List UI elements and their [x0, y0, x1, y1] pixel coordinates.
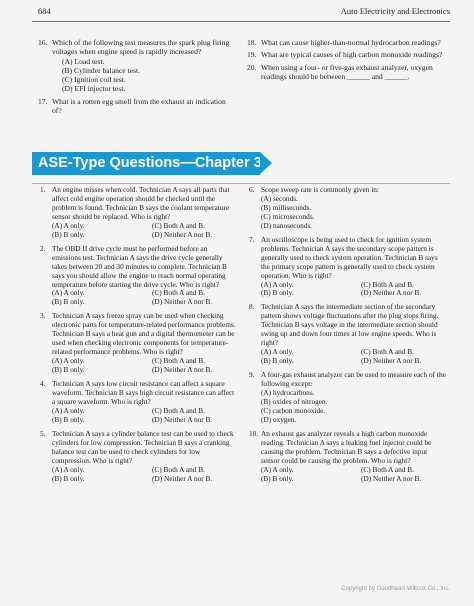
ase-question [40, 380, 236, 425]
question-number: 16. [38, 38, 48, 47]
answer-option: (C) Both A and B. [361, 279, 414, 289]
question-text: An engine misses when cold. Technician A says all parts that affect cold engine operation should be checked until the problem is found. Technician B says the coolant temperature sensor should be replaced. Who is right? [52, 185, 230, 221]
answer-option: (A) A only. [261, 279, 294, 289]
ase-column-left [40, 186, 236, 489]
question-text: Which of the following test measures the spark plug firing voltages when engine speed is rapidly increased? [52, 38, 230, 57]
ase-column-right [249, 186, 447, 489]
question-text: Technician A says a cylinder balance test can be used to check cylinders for low compression. Technician B says a cranking balance test can be used to check cylinders for low compression. Who is right? [52, 428, 234, 465]
answer-option: (C) Both A and B. [361, 464, 414, 474]
question-text: An exhaust gas analyzer reveals a high carbon monoxide reading. Technician A says a leaking fuel injector could be causing the problem. Technician B says a defective input sensor could be causing the problem. Who is right? [261, 428, 432, 465]
answer-option: (B) B only. [261, 288, 294, 298]
page-number: 684 [38, 6, 51, 16]
answer-option: (A) A only. [261, 347, 294, 357]
section-banner [32, 152, 270, 175]
question-number: 18. [247, 38, 257, 47]
review-question [247, 50, 447, 59]
answer-option: (B) Cylinder balance test. [62, 65, 141, 75]
answer-option: (C) Ignition coil test. [62, 75, 126, 85]
answer-option: (C) Both A and B. [361, 347, 414, 357]
answer-option: (C) Both A and B. [152, 405, 205, 415]
answer-option: (D) Neither A nor B. [361, 473, 422, 483]
answer-grid [52, 466, 236, 484]
answer-option: (B) B only. [52, 414, 85, 424]
answer-option: (C) Both A and B. [152, 220, 205, 230]
answer-option: (A) hydrocarbons. [261, 388, 315, 398]
answer-grid [52, 222, 236, 240]
answer-grid [52, 407, 236, 425]
answer-option: (A) A only. [52, 220, 85, 230]
answer-option: (A) A only. [261, 464, 294, 474]
answer-option: (B) oxides of nitrogen. [261, 396, 328, 406]
answer-option: (A) A only. [52, 288, 85, 298]
answer-option: (D) Neither A nor B. [152, 229, 213, 239]
ase-question [40, 312, 236, 375]
question-number: 17. [38, 96, 48, 106]
question-number: 1. [40, 185, 46, 194]
answer-option: (A) A only. [52, 405, 85, 415]
answer-option: (B) B only. [52, 297, 85, 307]
header-rule [32, 21, 450, 22]
question-number: 4. [40, 379, 46, 389]
ase-question [40, 430, 236, 484]
question-number: 19. [247, 50, 257, 60]
banner-rule [32, 183, 450, 184]
answer-option: (C) microseconds. [261, 211, 315, 221]
question-number: 3. [40, 311, 46, 321]
ase-question [40, 186, 236, 240]
book-title: Auto Electricity and Electronics [340, 6, 450, 16]
question-text: Technician A says freeze spray can be used when checking electronic parts for temperature-related performance problems. Technician B says a heat gun and a digital thermometer can be used when checking electronic components for temperature-related performance problems. Who is right? [52, 311, 236, 357]
answer-option: (C) Both A and B. [152, 464, 205, 474]
question-text: A four-gas exhaust analyzer can be used to measure each of the following except: [261, 370, 446, 389]
answer-grid [261, 281, 447, 299]
question-number: 6. [249, 185, 255, 194]
question-text: What can cause higher-than-normal hydrocarbon readings? [261, 38, 441, 47]
answer-option: (D) Neither A nor B. [152, 365, 213, 375]
question-number: 10. [249, 428, 259, 438]
ase-question [249, 186, 447, 231]
question-number: 8. [249, 302, 255, 312]
review-question [38, 38, 234, 94]
answer-grid [52, 289, 236, 307]
review-question [247, 63, 447, 82]
question-number: 9. [249, 370, 255, 380]
answer-option: (A) A only. [52, 464, 85, 474]
question-number: 5. [40, 428, 46, 438]
answer-option: (A) A only. [52, 356, 85, 366]
answer-grid [261, 348, 447, 366]
answer-option: (A) Load test. [62, 56, 105, 66]
answer-option: (D) Neither A nor B. [152, 473, 213, 483]
answer-option: (B) milliseconds. [261, 202, 312, 212]
answer-option: (D) EFI injector test. [62, 84, 126, 94]
answer-option: (B) B only. [52, 473, 85, 483]
question-number: 2. [40, 243, 46, 253]
copyright-notice: Copyright by Goodheart-Willcox Co., Inc. [341, 586, 450, 592]
review-question [38, 97, 234, 116]
answer-option: (D) Neither A nor B. [152, 297, 213, 307]
page-header [38, 6, 450, 20]
question-text: The OBD II drive cycle must be performed before an emissions test. Technician A says the drive cycle generally takes between 20 and 30 minutes to complete. Technician B says you should allow the engine to reach normal operating temperature before starting the drive cycle. Who is right? [52, 243, 227, 289]
answer-option: (D) Neither A nor B. [361, 288, 422, 298]
review-column-right [247, 38, 447, 81]
question-number: 20. [247, 62, 257, 72]
answer-option: (D) oxygen. [261, 414, 297, 424]
answer-option: (C) carbon monoxide. [261, 405, 326, 415]
answer-option: (B) B only. [52, 229, 85, 239]
ase-question [249, 236, 447, 299]
answer-option: (B) B only. [261, 473, 294, 483]
question-text: An oscilloscope is being used to check for ignition system problems. Technician A says the secondary scope pattern is generally used to check system operation. Technician B says the primary scope pattern is generally used to check system operation. Who is right? [261, 234, 438, 280]
question-text: Technician A says the intermediate section of the secondary pattern shows voltage fluctuations after the plug stops firing. Technician B says voltage in the intermediate section should swing up and down four times at low engine speeds. Who is right? [261, 302, 439, 348]
answer-option: (D) nanoseconds. [261, 220, 313, 230]
review-question [247, 38, 447, 47]
review-column-left [38, 38, 234, 115]
answer-option: (D) Neither A nor B. [361, 356, 422, 366]
answer-option: (D) Neither A nor B. [152, 414, 213, 424]
question-text: What are typical causes of high carbon monoxide readings? [261, 50, 443, 60]
question-text: Technician A says low circuit resistance can affect a square waveform. Technician B says high circuit resistance can affect a square waveform. Who is right? [52, 379, 235, 406]
ase-question [40, 245, 236, 308]
answer-option: (B) B only. [52, 365, 85, 375]
question-text: When using a four- or five-gas exhaust analyzer, oxygen readings should be between ______ and ______. [261, 62, 433, 81]
ase-question [249, 303, 447, 366]
answer-option: (C) Both A and B. [152, 288, 205, 298]
ase-question [249, 430, 447, 484]
question-text: What is a rotten egg smell from the exhaust an indication of? [52, 96, 226, 116]
answer-option: (C) Both A and B. [152, 356, 205, 366]
answer-option: (A) seconds. [261, 193, 298, 203]
ase-question [249, 371, 447, 425]
answer-option: (B) B only. [261, 356, 294, 366]
section-title: ASE-Type Questions—Chapter 34 [38, 155, 270, 171]
question-text: Scope sweep rate is commonly given in: [261, 185, 379, 194]
question-number: 7. [249, 234, 255, 244]
answer-grid [261, 466, 447, 484]
answer-grid [52, 357, 236, 375]
